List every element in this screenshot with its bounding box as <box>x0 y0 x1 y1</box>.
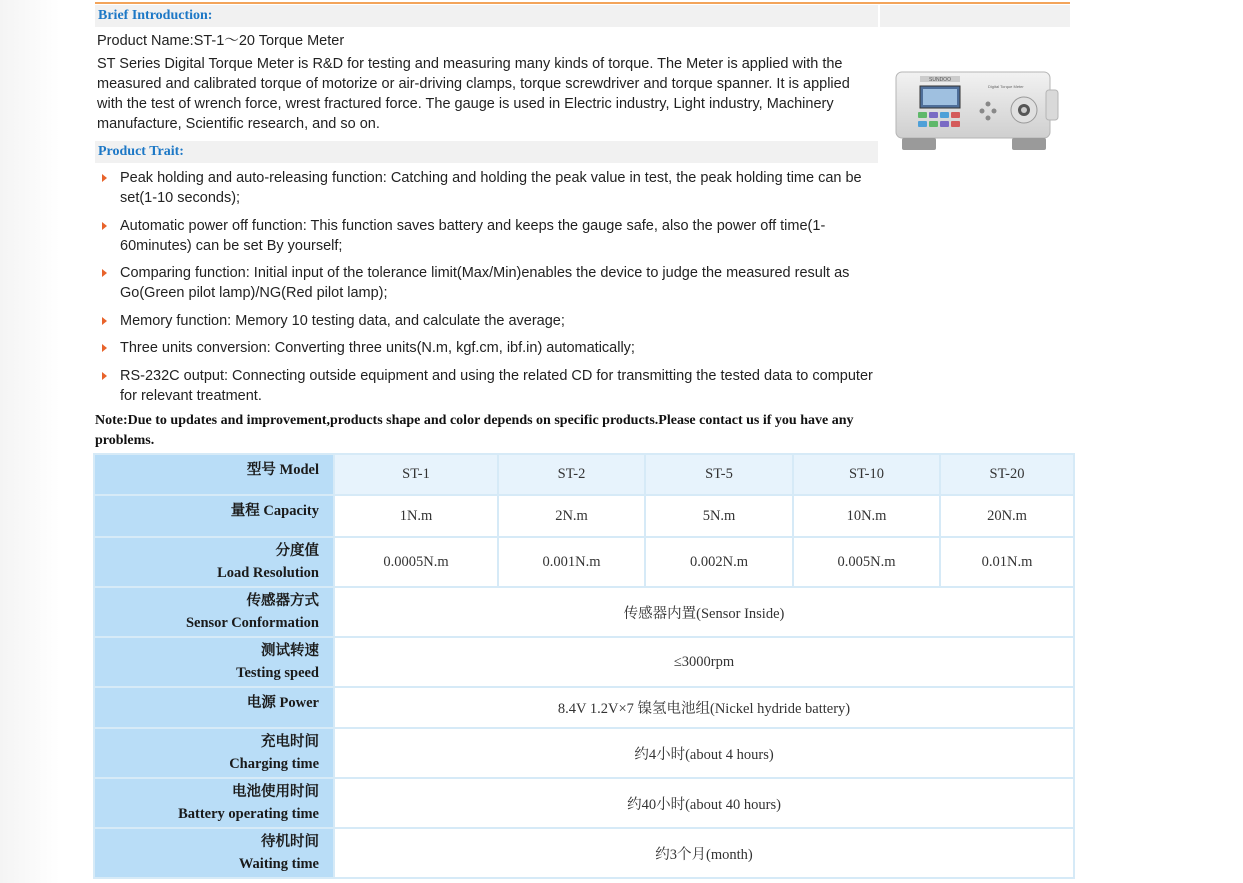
page-edge-shadow <box>0 0 60 883</box>
model-cell: ST-2 <box>498 454 645 495</box>
power-value: 8.4V 1.2V×7 镍氢电池组(Nickel hydride battery) <box>334 687 1074 728</box>
waiting-label: 待机时间 Waiting time <box>94 828 334 878</box>
top-divider <box>95 2 1070 4</box>
model-cell: ST-20 <box>940 454 1074 495</box>
waiting-value: 约3个月(month) <box>334 828 1074 878</box>
operating-label: 电池使用时间 Battery operating time <box>94 778 334 828</box>
speed-value: ≤3000rpm <box>334 637 1074 687</box>
intro-body: ST Series Digital Torque Meter is R&D for testing and measuring many kinds of torque. The Meter is applied with the measured and calibrated torque of motorize or air-driving clamps, torque screwdriver and torque spanner. It is applied with the test of wrench force, wrest fractured force. The gauge is used in Electric industry, Light industry, Machinery manufacture, Scientific research, and so on. <box>97 56 850 132</box>
waiting-row <box>94 828 1074 878</box>
spec-table <box>93 453 1075 879</box>
model-cell: ST-5 <box>645 454 793 495</box>
product-name: Product Name:ST-1～20 Torque Meter <box>97 33 345 49</box>
charging-label: 充电时间 Charging time <box>94 728 334 778</box>
capacity-row <box>94 495 1074 537</box>
capacity-cell: 1N.m <box>334 495 498 537</box>
charging-value: 约4小时(about 4 hours) <box>334 728 1074 778</box>
sensor-row <box>94 587 1074 637</box>
bullet-arrow-icon <box>102 344 107 352</box>
capacity-cell: 20N.m <box>940 495 1074 537</box>
trait-item: RS-232C output: Connecting outside equipment and using the related CD for transmitting the tested data to computer for relevant treatment. <box>97 366 877 406</box>
model-cell: ST-1 <box>334 454 498 495</box>
bullet-arrow-icon <box>102 222 107 230</box>
brand-logo: SUNDOO <box>929 77 951 83</box>
trait-item: Three units conversion: Converting three units(N.m, kgf.cm, ibf.in) automatically; <box>97 338 877 358</box>
resolution-cell: 0.0005N.m <box>334 537 498 587</box>
capacity-cell: 2N.m <box>498 495 645 537</box>
speed-row <box>94 637 1074 687</box>
power-label: 电源 Power <box>94 687 334 728</box>
power-row <box>94 687 1074 728</box>
trait-item: Memory function: Memory 10 testing data, and calculate the average; <box>97 311 877 331</box>
intro-heading: Brief Introduction: <box>95 5 878 27</box>
sensor-value: 传感器内置(Sensor Inside) <box>334 587 1074 637</box>
bullet-arrow-icon <box>102 372 107 380</box>
capacity-label: 量程 Capacity <box>94 495 334 537</box>
resolution-cell: 0.01N.m <box>940 537 1074 587</box>
resolution-label: 分度值 Load Resolution <box>94 537 334 587</box>
model-label: 型号 Model <box>94 454 334 495</box>
speed-label: 测试转速 Testing speed <box>94 637 334 687</box>
operating-row <box>94 778 1074 828</box>
resolution-cell: 0.005N.m <box>793 537 940 587</box>
charging-row <box>94 728 1074 778</box>
trait-item: Peak holding and auto-releasing function: Catching and holding the peak value in test, the peak holding time can be set(1-10 seconds); <box>97 168 877 208</box>
resolution-cell: 0.002N.m <box>645 537 793 587</box>
resolution-row <box>94 537 1074 587</box>
bullet-arrow-icon <box>102 174 107 182</box>
trait-heading: Product Trait: <box>95 141 878 163</box>
capacity-cell: 5N.m <box>645 495 793 537</box>
bullet-arrow-icon <box>102 269 107 277</box>
torque-meter-image <box>892 66 1062 158</box>
resolution-cell: 0.001N.m <box>498 537 645 587</box>
side-heading-bar <box>880 5 1070 27</box>
capacity-cell: 10N.m <box>793 495 940 537</box>
device-label: Digital Torque Meter <box>988 84 1024 89</box>
disclaimer-note: Note:Due to updates and improvement,products shape and color depends on specific products.Please contact us if you have any problems. <box>95 413 854 448</box>
operating-value: 约40小时(about 40 hours) <box>334 778 1074 828</box>
trait-item: Comparing function: Initial input of the tolerance limit(Max/Min)enables the device to judge the measured result as Go(Green pilot lamp)/NG(Red pilot lamp); <box>97 263 877 303</box>
trait-list <box>97 168 877 413</box>
model-cell: ST-10 <box>793 454 940 495</box>
sensor-label: 传感器方式 Sensor Conformation <box>94 587 334 637</box>
trait-item: Automatic power off function: This function saves battery and keeps the gauge safe, also the power off time(1-60minutes) can be set By yourself; <box>97 216 877 256</box>
bullet-arrow-icon <box>102 317 107 325</box>
model-row <box>94 454 1074 495</box>
